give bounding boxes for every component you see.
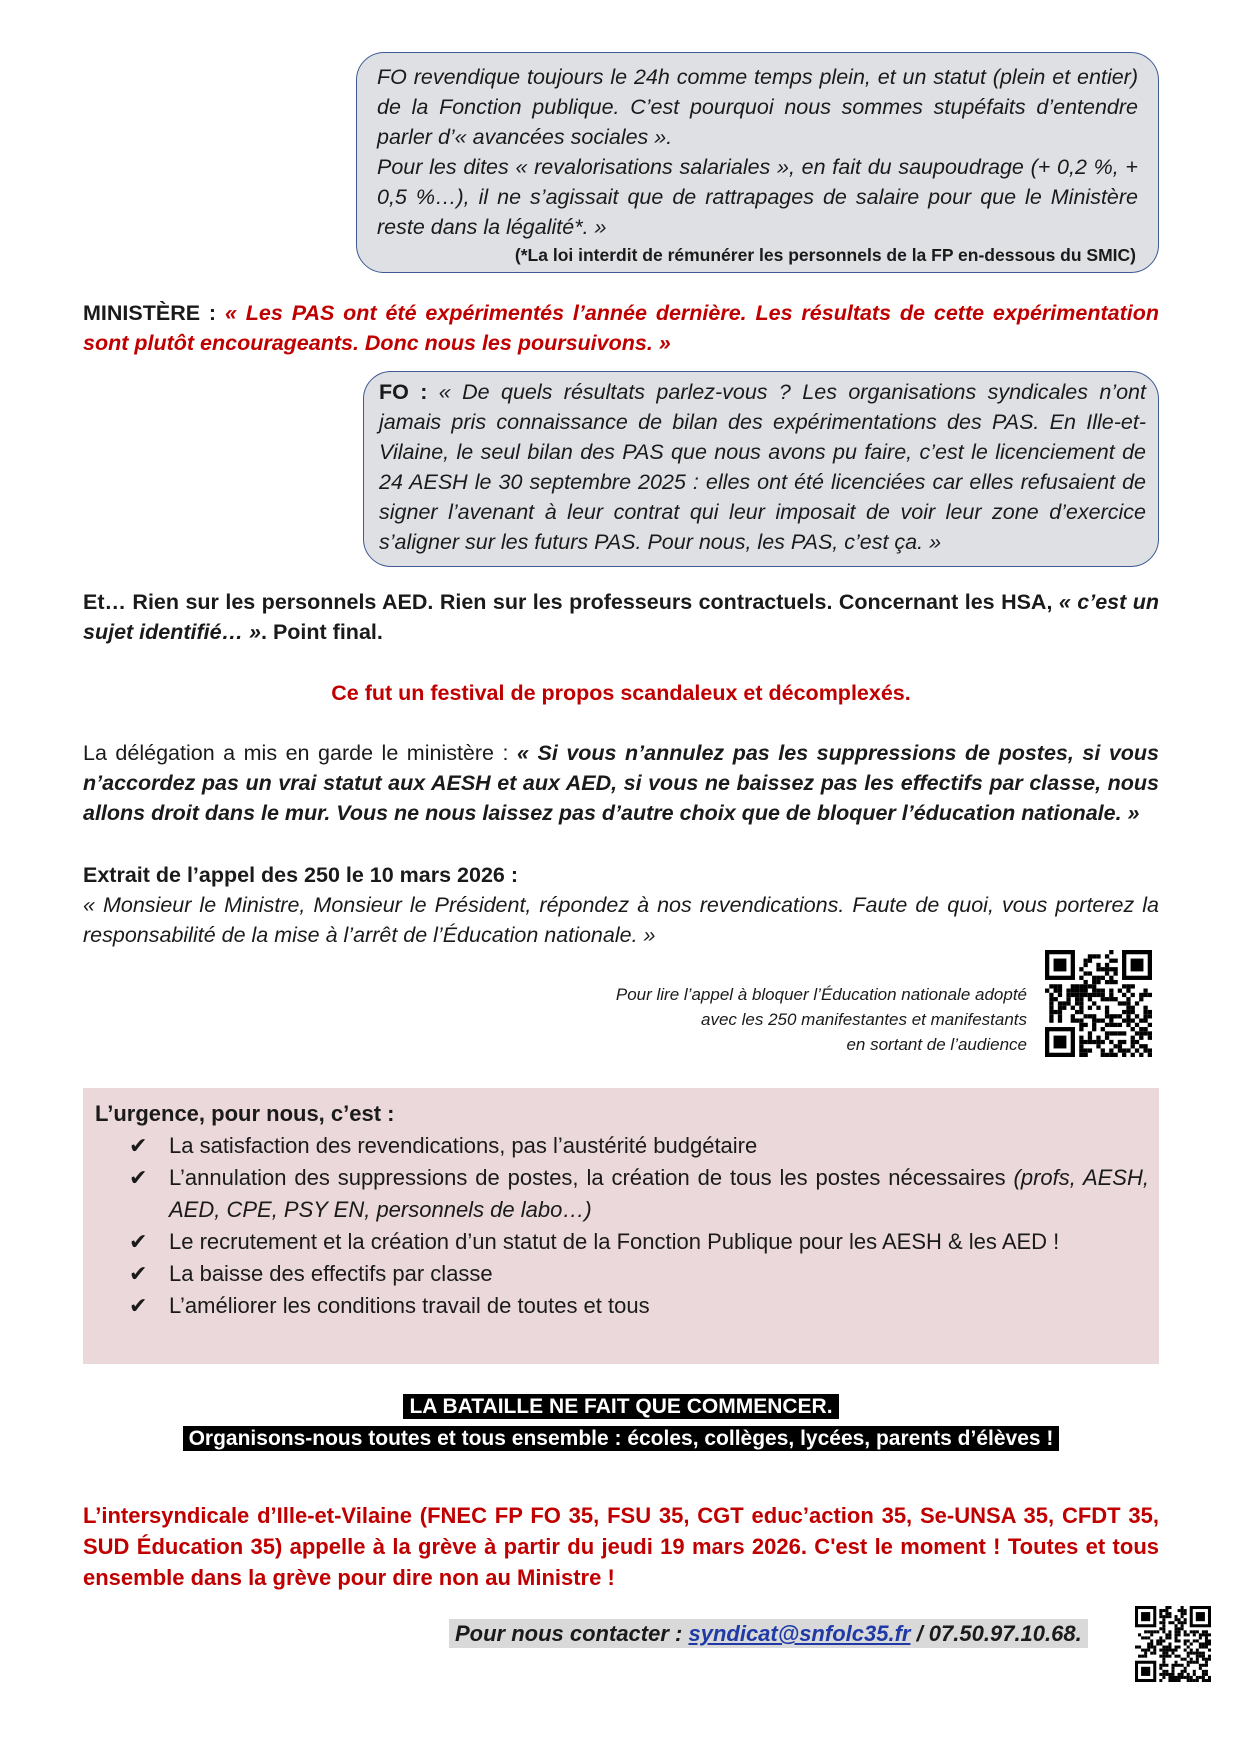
bubble1-paragraph-1: FO revendique toujours le 24h comme temps plein, et un statut (plein et entier) de la Fonction publique. C’est pourquoi nous sommes stupéfaits d’entendre parler d’« avancées sociales ». [377,65,1138,149]
check-icon: ✔ [129,1261,148,1286]
festival-line: Ce fut un festival de propos scandaleux et décomplexés. [331,681,911,705]
urgence-title: L’urgence, pour nous, c’est : [95,1101,395,1126]
qr-caption [467,982,1027,1057]
qr-caption-line-1: Pour lire l’appel à bloquer l’Éducation nationale adopté [615,985,1027,1004]
extrait-quote: « Monsieur le Ministre, Monsieur le Président, répondez à nos revendications. Faute de quoi, vous porterez la responsabilité de la mise à l’arrêt de l’Éducation nationale. » [83,893,1159,947]
qr-caption-line-2: avec les 250 manifestantes et manifestants [700,1010,1027,1029]
bubble1-paragraph-2: Pour les dites « revalorisations salariales », en fait du saupoudrage (+ 0,2 %, + 0,5 %…), il ne s’agissait que de rattrapages de salaire pour que le Ministère reste dans la légalité*. » [377,155,1138,239]
intersyndicale-call: L’intersyndicale d’Ille-et-Vilaine (FNEC FP FO 35, FSU 35, CGT educ’action 35, Se-UNSA 35, CFDT 35, SUD Éducation 35) appelle à la grève à partir du jeudi 19 mars 2026. C'est le moment ! Toutes et tous ensemble dans la grève pour dire non au Ministre ! [83,1503,1159,1590]
check-icon: ✔ [129,1165,148,1190]
urgence-item: ✔ L’améliorer les conditions travail de toutes et tous [89,1290,1149,1322]
bataille-banner [83,1393,1159,1453]
rien-statement [83,587,1159,647]
bubble2-text: « De quels résultats parlez-vous ? Les organisations syndicales n’ont jamais pris connaissance de bilan des expérimentations des PAS. En Ille-et-Vilaine, le seul bilan des PAS que nous avons pu faire, c’est le licenciement de 24 AESH le 30 septembre 2025 : elles ont été licenciées car elles refusaient de signer l’avenant à leur contrat qui leur imposait de voir leur zone d’exercice s’aligner sur les futurs PAS. Pour nous, les PAS, c’est ça. » [379,380,1146,554]
qr-caption-line-3: en sortant de l’audience [846,1035,1027,1054]
delegation-quote: « Si vous n’annulez pas les suppressions de postes, si vous n’accordez pas un vrai statut aux AESH et aux AED, si vous ne baissez pas les effectifs par classe, nous allons droit dans le mur. Vous ne nous laissez pas d’autre choix que de bloquer l’éducation nationale. » [83,741,1159,825]
rien-quote: « c’est un sujet identifié… » [83,590,1159,644]
urgence-box [83,1088,1159,1364]
extrait-title: Extrait de l’appel des 250 le 10 mars 2026 : [83,863,519,887]
fo-quote-bubble-2 [363,371,1159,567]
urgence-item: ✔ Le recrutement et la création d’un statut de la Fonction Publique pour les AESH & les AED ! [89,1226,1149,1258]
ministere-statement [83,298,1159,358]
urgence-item: ✔ La baisse des effectifs par classe [89,1258,1149,1290]
urgence-item: ✔ La satisfaction des revendications, pas l’austérité budgétaire [89,1130,1149,1162]
urgence-item: ✔ L’annulation des suppressions de postes, la création de tous les postes nécessaires (profs, AESH, AED, CPE, PSY EN, personnels de labo…) [89,1162,1149,1226]
bubble1-footnote: (*La loi interdit de rémunérer les personnels de la FP en-dessous du SMIC) [514,245,1136,265]
appel-qr-code-icon[interactable] [1045,950,1152,1057]
rien-text: Et… Rien sur les personnels AED. Rien sur les professeurs contractuels. Concernant les HSA, [83,590,1053,614]
contact-qr-code-icon[interactable] [1135,1606,1211,1682]
check-icon: ✔ [129,1229,148,1254]
banner-line-1: LA BATAILLE NE FAIT QUE COMMENCER. [403,1394,838,1419]
contact-prefix: Pour nous contacter : [455,1621,683,1646]
delegation-statement [83,738,1159,828]
contact-box [449,1619,1088,1648]
fo-quote-bubble-1 [356,52,1159,273]
rien-end: . Point final. [261,620,383,644]
delegation-intro: La délégation a mis en garde le ministère : [83,741,509,765]
ministere-label: MINISTÈRE : [83,301,217,325]
contact-email-link[interactable]: syndicat@snfolc35.fr [688,1621,911,1646]
check-icon: ✔ [129,1133,148,1158]
ministere-quote: « Les PAS ont été expérimentés l’année dernière. Les résultats de cette expérimentation sont plutôt encourageants. Donc nous les poursuivons. » [83,301,1159,355]
banner-line-2: Organisons-nous toutes et tous ensemble : écoles, collèges, lycées, parents d’élèves ! [183,1426,1060,1451]
urgence-list [89,1130,1149,1322]
check-icon: ✔ [129,1293,148,1318]
bubble2-label: FO : [379,380,428,404]
contact-phone: / 07.50.97.10.68. [916,1621,1082,1646]
contact-line [449,1619,1088,1649]
